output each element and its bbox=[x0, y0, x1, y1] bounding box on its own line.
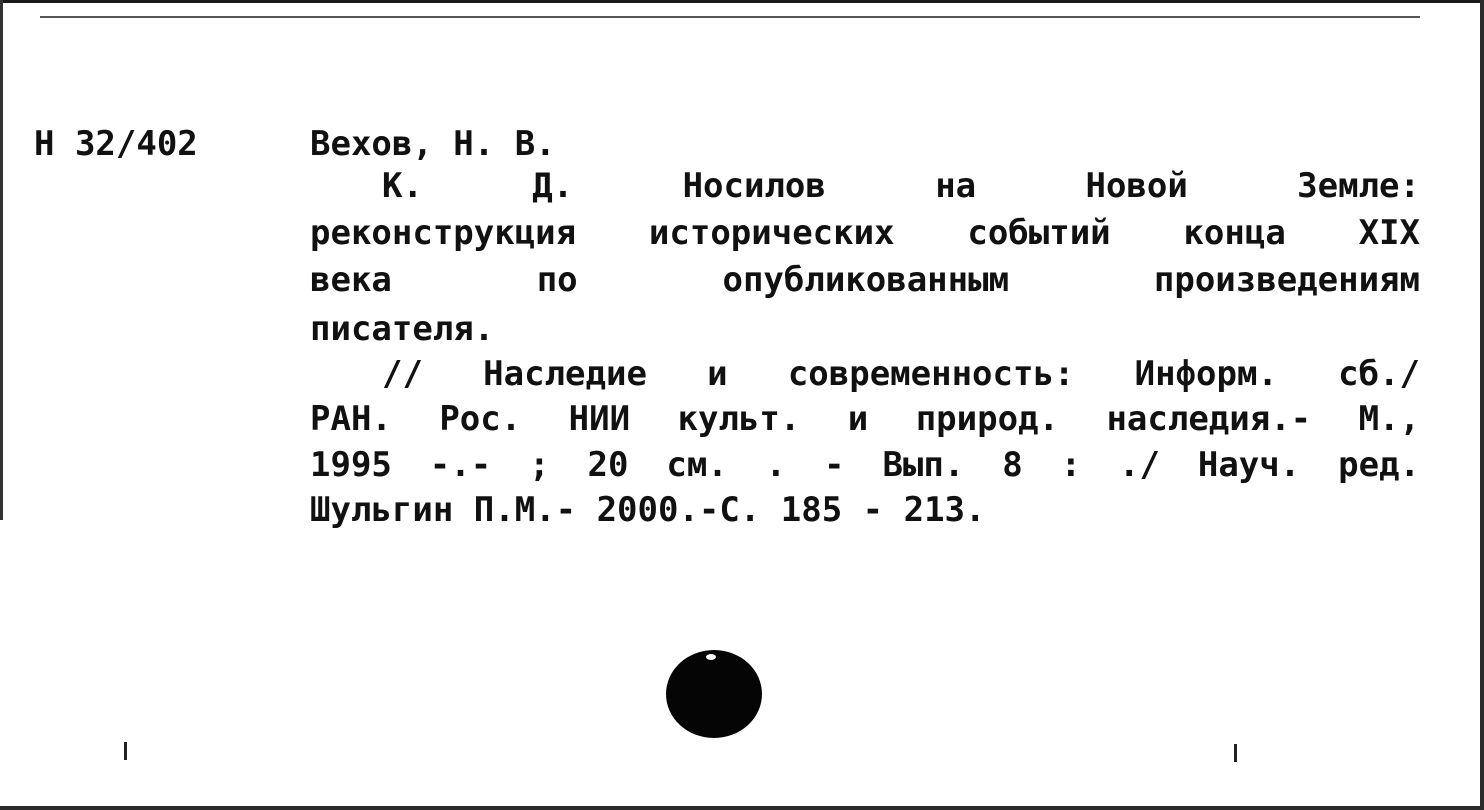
source-line: 1995 -.- ; 20 см. . - Вып. 8 : ./ Науч. ред. bbox=[310, 445, 1420, 485]
call-number: Н 32/402 bbox=[34, 124, 198, 164]
card-top-edge bbox=[0, 0, 1484, 3]
card-top-rule bbox=[40, 16, 1420, 18]
source-line: Шульгин П.М.- 2000.-С. 185 - 213. bbox=[310, 490, 986, 530]
margin-tick-left bbox=[124, 742, 127, 760]
title-line: писателя. bbox=[310, 309, 495, 349]
source-line: // Наследие и современность: Информ. сб./ bbox=[382, 354, 1420, 394]
title-line: К. Д. Носилов на Новой Земле: bbox=[382, 166, 1420, 206]
card-bottom-edge bbox=[0, 806, 1484, 810]
card-right-edge bbox=[1480, 0, 1484, 810]
source-line: РАН. Рос. НИИ культ. и природ. наследия.- М., bbox=[310, 399, 1420, 439]
title-line: реконструкция исторических событий конца XIX bbox=[310, 213, 1420, 253]
author-heading: Вехов, Н. В. bbox=[310, 124, 556, 164]
punch-hole bbox=[666, 650, 762, 738]
card-left-edge bbox=[0, 0, 3, 520]
title-line: века по опубликованным произведениям bbox=[310, 260, 1420, 300]
margin-tick-right bbox=[1234, 744, 1237, 762]
